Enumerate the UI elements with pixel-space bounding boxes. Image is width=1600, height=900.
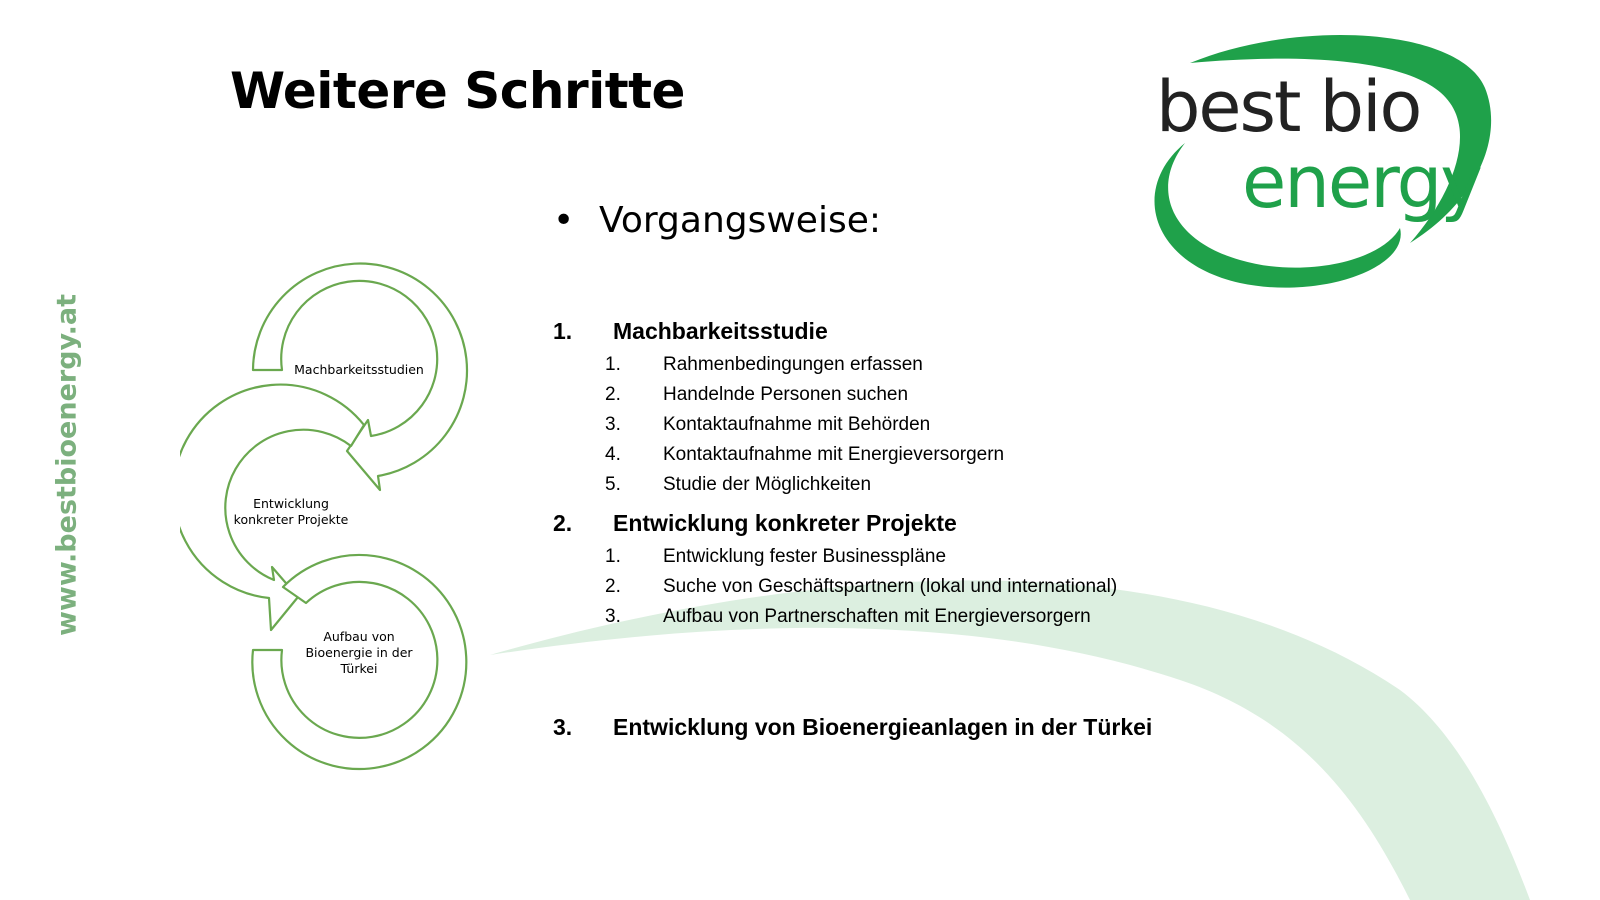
- logo-text-best-bio: best bio: [1156, 66, 1421, 148]
- substep-number: 2.: [605, 576, 621, 597]
- substep-text: Handelnde Personen suchen: [663, 384, 909, 405]
- step-number: 1.: [553, 318, 573, 344]
- substep-number: 1.: [605, 546, 621, 567]
- substep-number: 3.: [605, 606, 621, 627]
- substep-number: 4.: [605, 444, 621, 465]
- cycle-label-bioenergy: Aufbau von Bioenergie in der Türkei: [305, 629, 413, 676]
- substep-text: Studie der Möglichkeiten: [663, 474, 872, 495]
- procedure-bullet: [553, 200, 881, 241]
- step-title: Entwicklung von Bioenergieanlagen in der Türkei: [613, 714, 1153, 740]
- step-title: Machbarkeitsstudie: [613, 318, 828, 344]
- bullet-dot: •: [553, 200, 575, 241]
- substep-text: Aufbau von Partnerschaften mit Energieversorgern: [663, 606, 1091, 627]
- cycle-label-feasibility: Machbarkeitsstudien: [294, 362, 424, 377]
- substep-text: Entwicklung fester Businesspläne: [663, 546, 947, 567]
- substep-number: 5.: [605, 474, 621, 495]
- substep-number: 1.: [605, 354, 621, 375]
- step-number: 3.: [553, 714, 573, 740]
- procedure-heading: Vorgangsweise:: [599, 200, 881, 241]
- substep-text: Kontaktaufnahme mit Behörden: [663, 414, 931, 435]
- step-title: Entwicklung konkreter Projekte: [613, 510, 957, 536]
- process-cycle-diagram: [180, 260, 480, 780]
- substep-text: Kontaktaufnahme mit Energieversorgern: [663, 444, 1005, 465]
- step-number: 2.: [553, 510, 573, 536]
- substep-number: 3.: [605, 414, 621, 435]
- substep-text: Rahmenbedingungen erfassen: [663, 354, 923, 375]
- cycle-label-projects: Entwicklung konkreter Projekte: [233, 496, 349, 527]
- best-bio-energy-logo: [1130, 28, 1530, 303]
- slide-title: Weitere Schritte: [230, 62, 685, 120]
- substep-text: Suche von Geschäftspartnern (lokal und international): [663, 576, 1118, 597]
- substep-number: 2.: [605, 384, 621, 405]
- logo-text-energy: energy: [1242, 140, 1481, 224]
- website-url: www.bestbioenergy.at: [51, 293, 83, 637]
